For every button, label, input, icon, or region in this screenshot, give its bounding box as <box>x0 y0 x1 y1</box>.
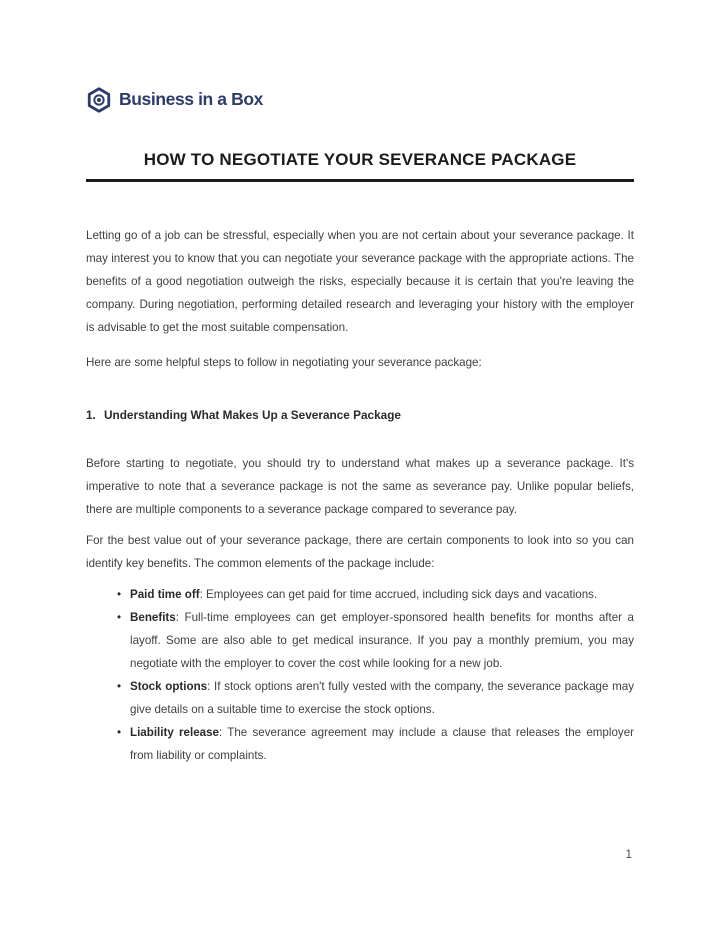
package-elements-list <box>86 583 634 767</box>
list-item-text: : Employees can get paid for time accrued, including sick days and vacations. <box>199 588 598 601</box>
hexagon-aperture-icon <box>86 87 112 113</box>
list-item <box>117 583 634 606</box>
intro-paragraph: Letting go of a job can be stressful, especially when you are not certain about your severance package. It may interest you to know that you can negotiate your severance package with the appropriate actions. The benefits of a good negotiation outweigh the risks, especially because it is certain that you're leaving the company. During negotiation, performing detailed research and leveraging your history with the employer is advisable to get the most suitable compensation. <box>86 229 634 334</box>
section-1-heading <box>86 404 634 427</box>
list-item <box>117 721 634 767</box>
list-item-text: : Full-time employees can get employer-sponsored health benefits for months after a layoff. Some are also able to get medical insurance. If you pay a monthly premium, you may negotiate with the employer to cover the cost while looking for a new job. <box>130 611 634 670</box>
title-divider <box>86 179 634 182</box>
list-item-text: : The severance agreement may include a clause that releases the employer from liability or complaints. <box>130 726 635 762</box>
list-item <box>117 606 634 675</box>
list-item-term: Stock options <box>130 680 208 693</box>
page-number: 1 <box>625 848 632 861</box>
list-item-term: Liability release <box>130 726 220 739</box>
section-1-paragraph-2: For the best value out of your severance package, there are certain components to look into so you can identify key benefits. The common elements of the package include: <box>86 534 634 570</box>
list-item <box>117 675 634 721</box>
document-title: HOW TO NEGOTIATE YOUR SEVERANCE PACKAGE <box>143 150 577 169</box>
list-item-term: Benefits <box>130 611 176 624</box>
steps-lead-paragraph: Here are some helpful steps to follow in negotiating your severance package: <box>86 356 482 369</box>
section-number: 1. <box>86 408 96 422</box>
list-item-text: : If stock options aren't fully vested with the company, the severance package may give details on a suitable time to exercise the stock options. <box>130 680 634 716</box>
section-1-paragraph-1: Before starting to negotiate, you should try to understand what makes up a severance package. It's imperative to note that a severance package is not the same as severance pay. Unlike popular beliefs, there are multiple components to a severance package compared to severance pay. <box>86 457 634 516</box>
brand-name: Business in a Box <box>119 89 263 109</box>
brand-logo <box>86 86 634 113</box>
section-heading-text: Understanding What Makes Up a Severance Package <box>104 408 401 422</box>
list-item-term: Paid time off <box>130 588 200 601</box>
